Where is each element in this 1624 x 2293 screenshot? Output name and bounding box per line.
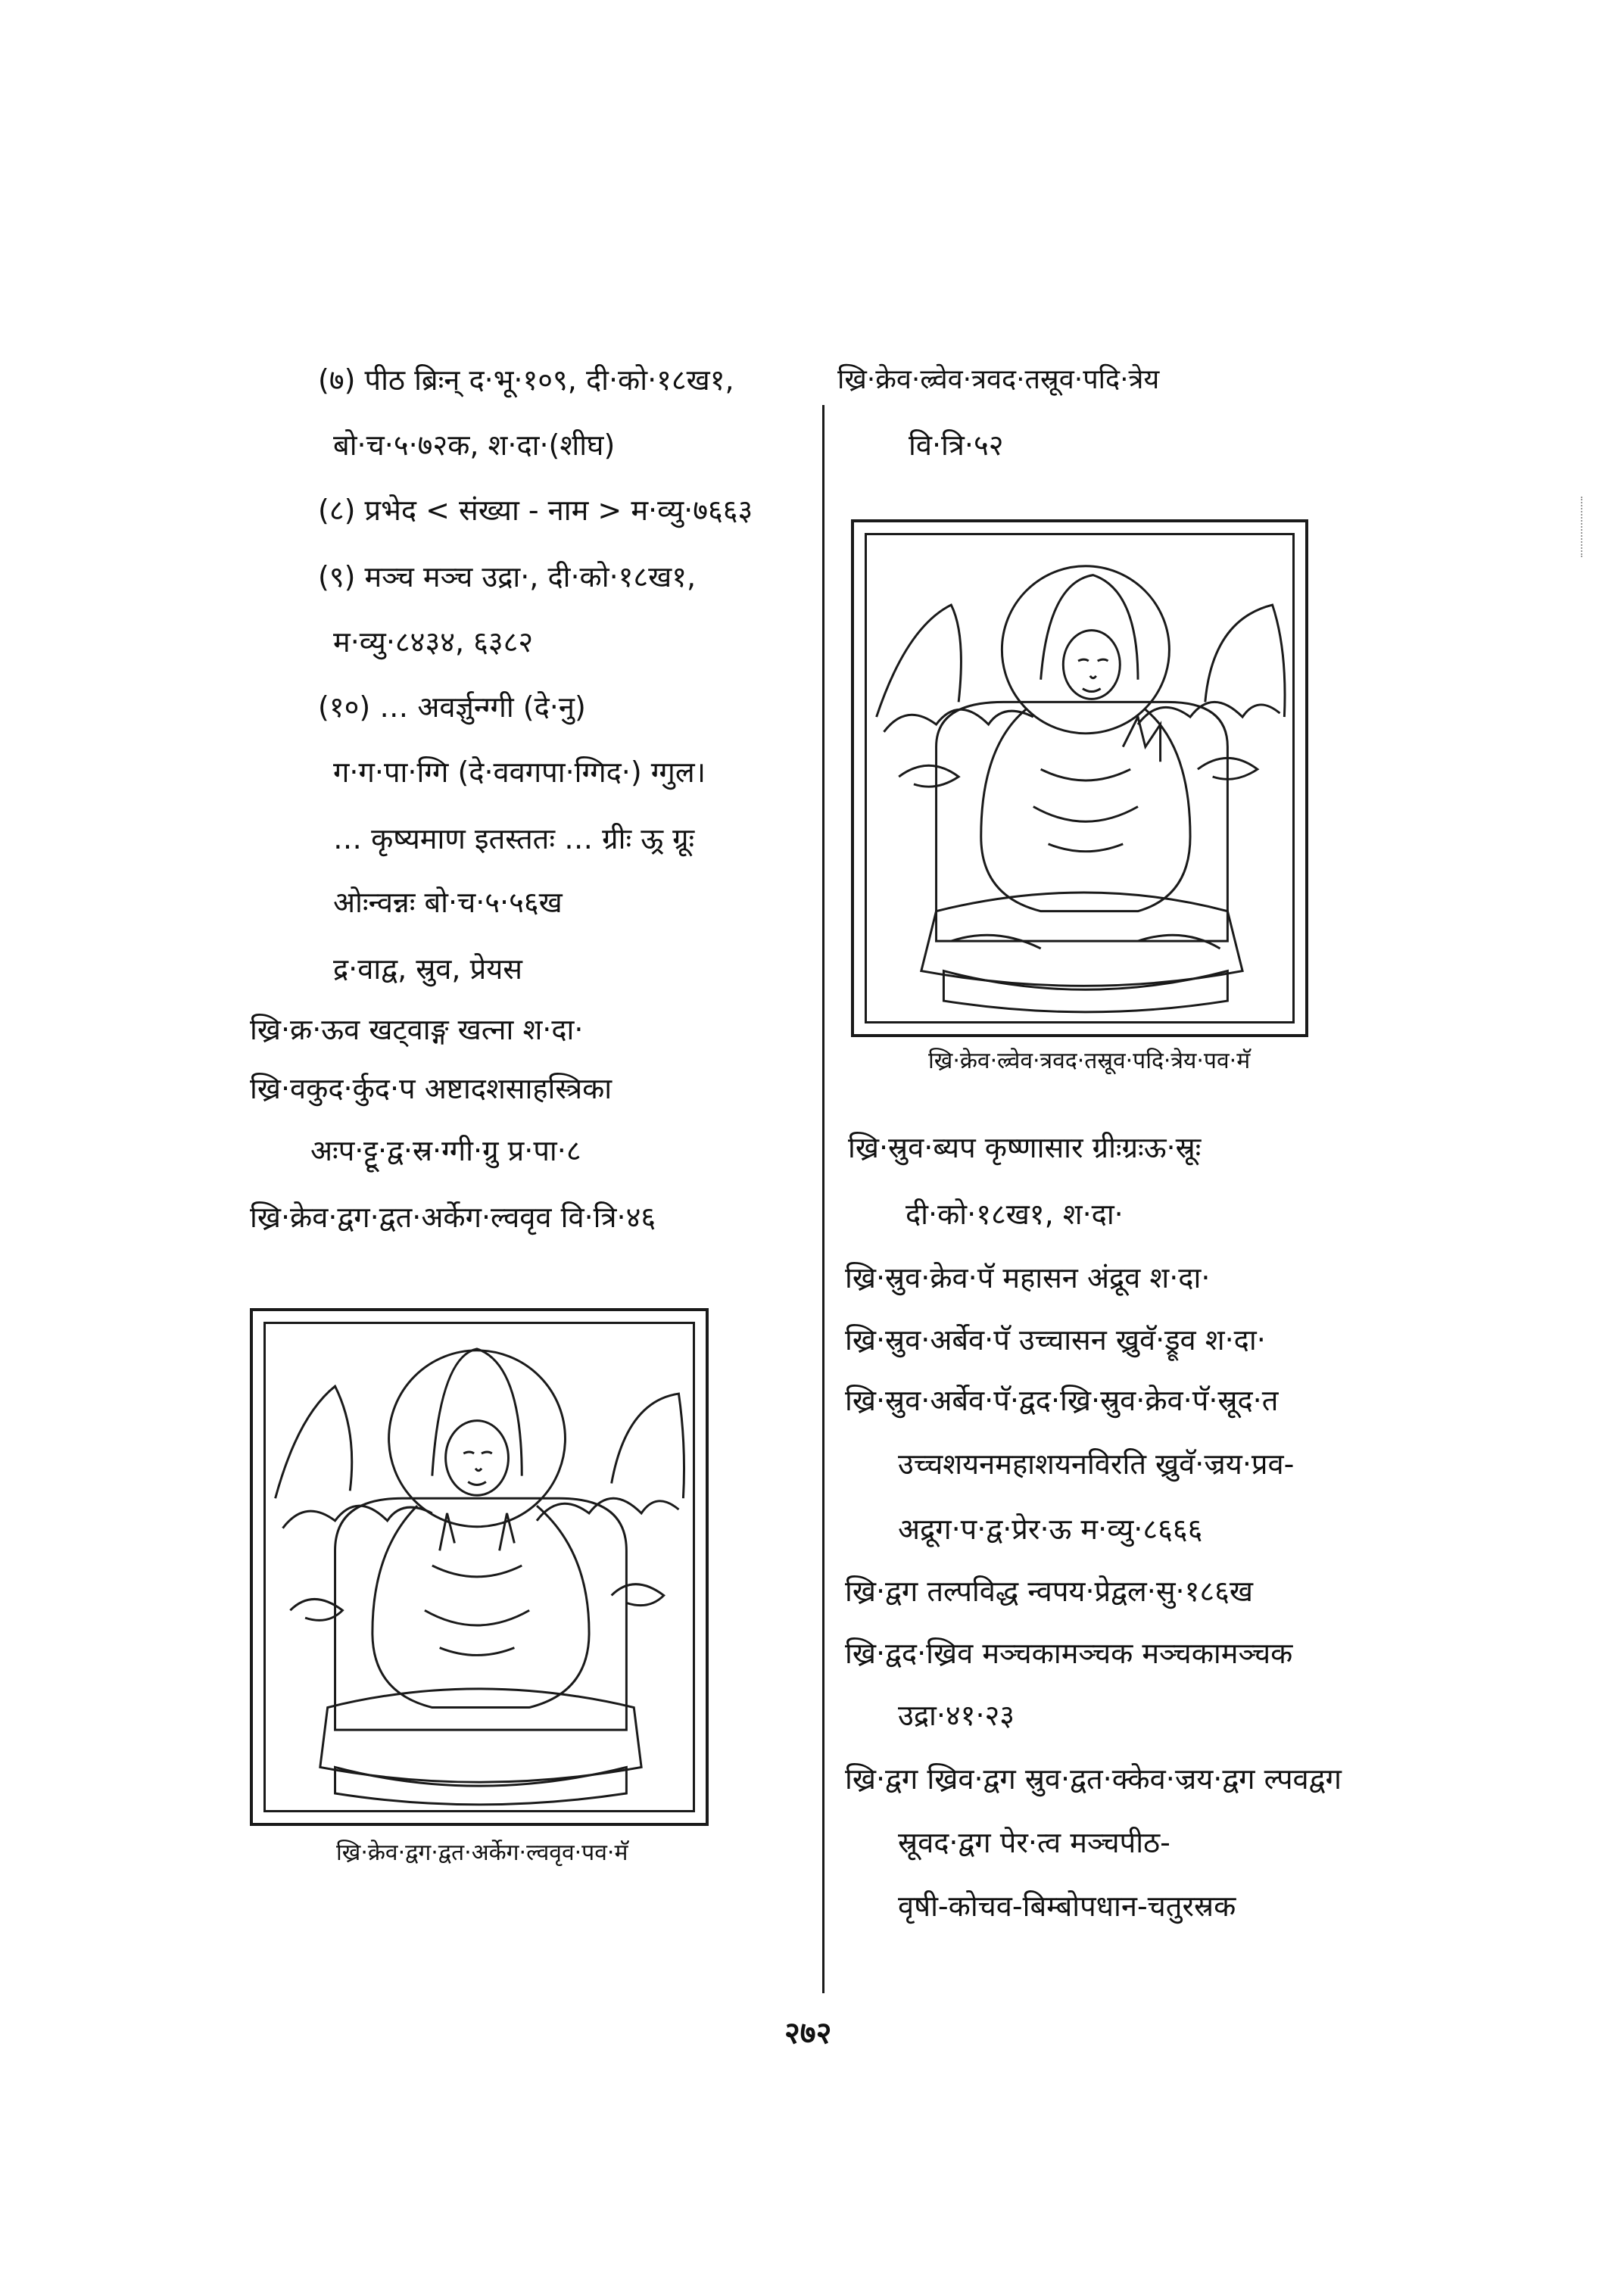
left-line-5: म·व्यु·८४३४, ६३८२ <box>333 625 534 659</box>
right-line-8: उच्चशयनमहाशयनविरति ख्रुवॅ·ज्रय·प्रव- <box>898 1447 1295 1481</box>
right-line-1: ख्रि·क्रेव·ल्र्वेव·त्रवद·तस्रूव·पदि·त्रेय <box>837 364 1160 395</box>
right-line-4: दी·को·१८ख१, श·दा· <box>906 1198 1124 1231</box>
column-divider <box>822 405 824 1993</box>
left-line-6: (१०) … अवर्ज्ञुन्ग्गी (दे·नु) <box>318 690 586 724</box>
figure-1-caption: ख्रि·क्रेव·ल्र्वेव·त्रवद·तस्रूव·पदि·त्रेय·पव·मॅ <box>928 1048 1251 1074</box>
right-line-5: ख्रि·स्रुव·क्रेव·पॅ महासन अंद्रूव श·दा· <box>845 1261 1211 1294</box>
left-line-14: ख्रि·क्रेव·द्वग·द्वत·अर्केग·ल्ववृव वि·त्रि·४६ <box>250 1201 656 1234</box>
right-line-11: ख्रि·द्वद·ख्रिव मञ्चकामञ्चक मञ्चकामञ्चक <box>845 1637 1293 1670</box>
page-number: २७२ <box>784 2015 832 2051</box>
right-line-9: अद्रूग·प·द्व·प्रेर·ऊ म·व्यु·८६६६ <box>898 1513 1203 1546</box>
right-line-12: उद्रा·४१·२३ <box>898 1699 1015 1732</box>
right-line-3: ख्रि·स्रुव·ब्यप कृष्णासार ग्रीःग्रःऊ·स्रूः <box>848 1131 1202 1164</box>
seated-master-drawing-2 <box>253 1311 706 1823</box>
right-line-13: ख्रि·द्वग ख्रिव·द्वग स्रुव·द्वत·क्केव·ज्रय·द्वग ल्पवद्वग <box>845 1762 1342 1796</box>
seated-master-drawing-1 <box>854 522 1305 1034</box>
left-line-9: ओःन्वन्नः बो·च·५·५६ख <box>333 886 563 919</box>
left-line-3: (८) प्रभेद < संख्या - नाम > म·व्यु·७६६३ <box>318 494 753 527</box>
right-line-6: ख्रि·स्रुव·अर्बेव·पॅ उच्चासन ख्रुवॅ·ड्रूव श·दा· <box>845 1323 1266 1357</box>
right-line-10: ख्रि·द्वग तल्पविद्ध न्वपय·प्रेद्वल·सु·१८६ख <box>845 1575 1253 1608</box>
right-line-14: स्रूवद·द्वग पेर·त्व मञ्चपीठ- <box>898 1826 1170 1859</box>
left-line-10: द्र·वाद्व, स्रुव, प्रेयस <box>333 952 522 986</box>
left-line-7: ग·ग·पा·ग्गि (दे·ववगपा·ग्गिद·) ग्गुल। <box>333 756 706 789</box>
figure-2-caption: ख्रि·क्रेव·द्वग·द्वत·अर्केग·ल्ववृव·पव·मॅ <box>336 1840 628 1866</box>
margin-mark <box>1581 497 1584 557</box>
right-line-2: वि·त्रि·५२ <box>909 428 1004 462</box>
left-line-12: ख्रि·वकुद·र्कुद·प अष्टादशसाहस्त्रिका <box>250 1072 613 1105</box>
figure-master-2 <box>250 1308 709 1826</box>
left-line-11: ख्रि·क्र·ऊव खट्वाङ्ग खत्ना श·दा· <box>250 1013 584 1046</box>
left-line-13: अःप·ट्टू·द्व·स्र·ग्गी·ग्रु प्र·पा·८ <box>310 1134 581 1167</box>
right-line-15: वृषी-कोचव-बिम्बोपधान-चतुरस्रक <box>898 1890 1236 1923</box>
left-line-8: … कृष्यमाण इतस्ततः … ग्रीः ऊ्र ग्रूः <box>333 822 695 855</box>
left-line-4: (९) मञ्च मञ्च उद्रा·, दी·को·१८ख१, <box>318 560 697 594</box>
left-line-2: बो·च·५·७२क, श·दा·(शीघ) <box>333 428 616 462</box>
figure-master-1 <box>851 519 1308 1037</box>
right-line-7: ख्रि·स्रुव·अर्बेव·पॅ·द्वद·ख्रि·स्रुव·क्रेव·पॅ·स्रूद·त <box>845 1384 1279 1417</box>
left-line-1: (७) पीठ ब्रिःन् द·भू·१०९, दी·को·१८ख१, <box>318 363 734 397</box>
